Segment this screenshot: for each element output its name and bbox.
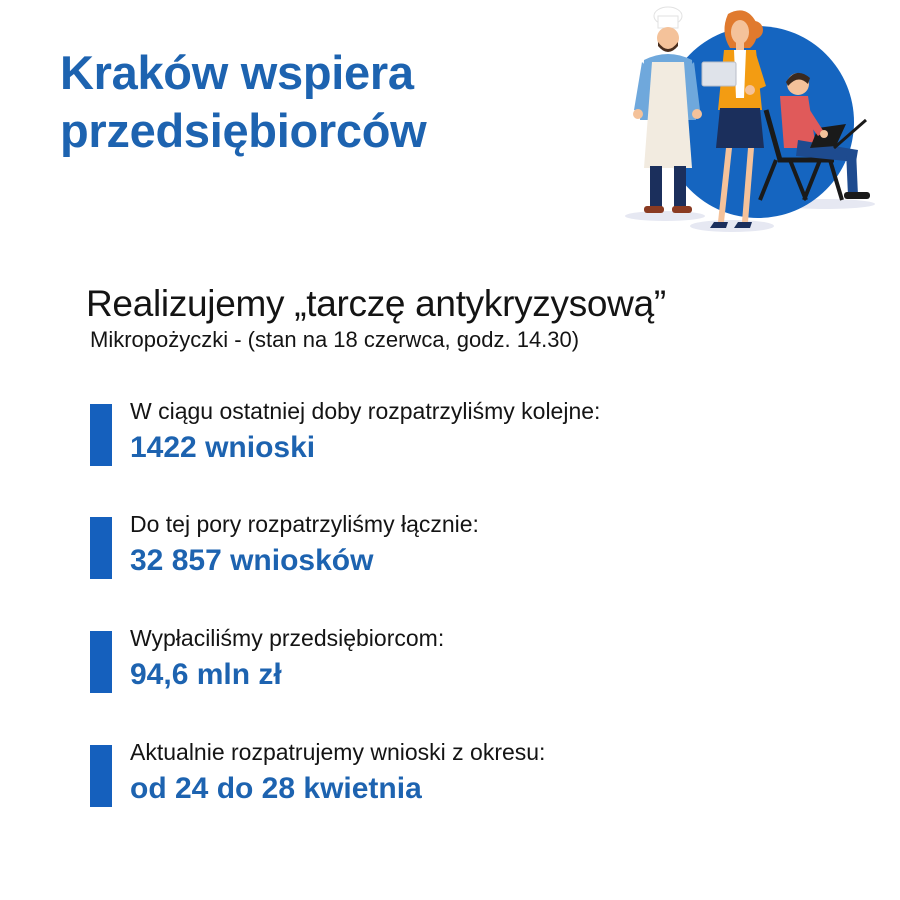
stat-label: Do tej pory rozpatrzyliśmy łącznie:	[130, 511, 479, 537]
stat-value: 32 857 wniosków	[130, 544, 374, 577]
stat-item-total-applications	[90, 511, 810, 587]
stat-label: Aktualnie rozpatrujemy wnioski z okresu:	[130, 739, 546, 765]
stat-label: W ciągu ostatniej doby rozpatrzyliśmy kolejne:	[130, 398, 601, 424]
page-title-line-1: Kraków wspiera	[60, 46, 414, 99]
stat-value: od 24 do 28 kwietnia	[130, 772, 422, 805]
accent-bar	[90, 631, 112, 693]
stat-item-paid-amount	[90, 625, 810, 701]
accent-bar	[90, 745, 112, 807]
stat-label: Wypłaciliśmy przedsiębiorcom:	[130, 625, 445, 651]
stat-value: 94,6 mln zł	[130, 658, 282, 691]
section-subtitle: Mikropożyczki - (stan na 18 czerwca, godz. 14.30)	[90, 327, 580, 352]
page-title-line-2: przedsiębiorców	[60, 104, 427, 157]
accent-bar	[90, 517, 112, 579]
entrepreneurs-illustration	[620, 0, 890, 240]
stat-item-current-period	[90, 739, 810, 815]
accent-bar	[90, 404, 112, 466]
section-title: Realizujemy „tarczę antykryzysową”	[86, 283, 666, 324]
page-title	[60, 44, 560, 160]
stat-value: 1422 wnioski	[130, 431, 316, 464]
stat-item-daily-applications	[90, 398, 810, 474]
